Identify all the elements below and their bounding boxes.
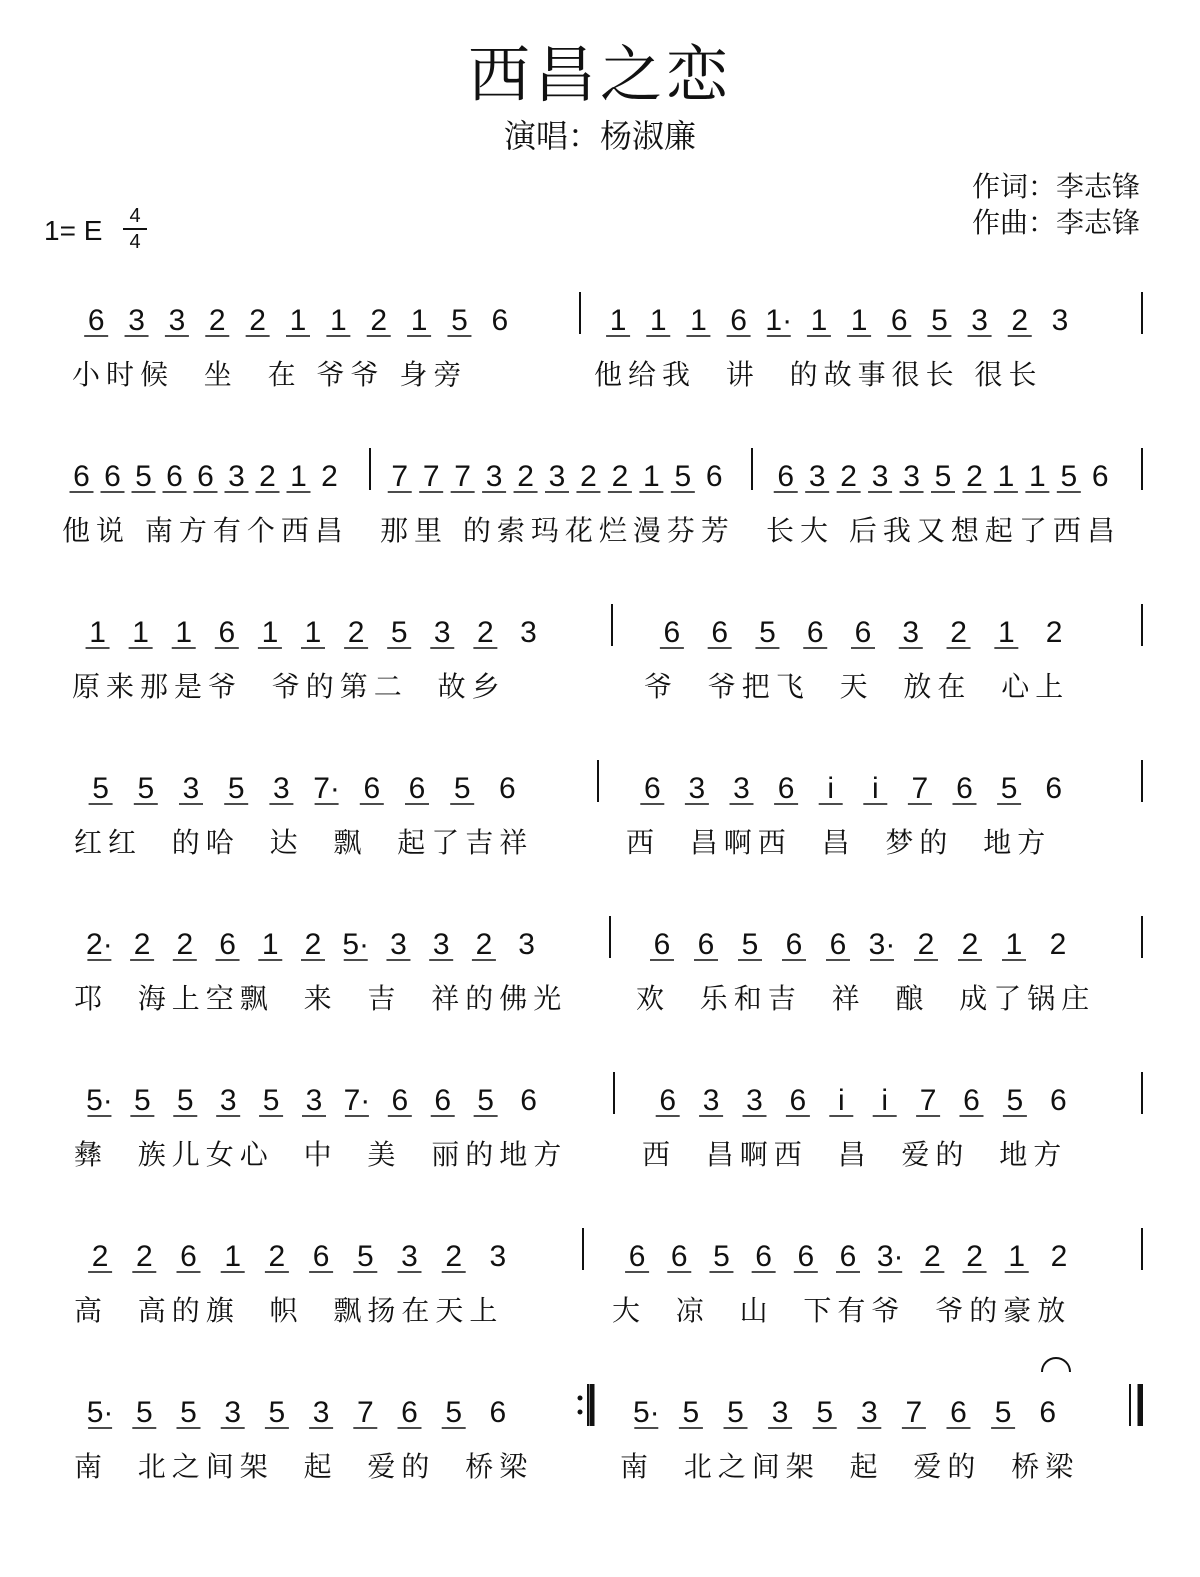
note: 1 [289, 304, 307, 337]
note: 5 [713, 1240, 730, 1273]
note: 2 [966, 1240, 983, 1273]
note: 6 [73, 460, 90, 493]
note: 1 [89, 616, 106, 649]
note: 5 [92, 772, 109, 805]
note: 6 [391, 1084, 409, 1117]
note: 6 [218, 616, 236, 649]
note: 7 [391, 460, 409, 493]
repeat-sign [578, 1384, 593, 1426]
note: 3 [390, 928, 407, 961]
note: 3 [312, 1396, 330, 1429]
note: 6 [499, 772, 516, 805]
time-signature-bottom: 4 [129, 231, 141, 253]
note: 1 [224, 1240, 242, 1273]
note: 6 [777, 460, 795, 493]
note: 5 [453, 772, 471, 805]
note: 6 [854, 616, 872, 649]
note: 3· [868, 928, 896, 961]
note: 3 [182, 772, 200, 805]
note: 3 [219, 1084, 237, 1117]
note: 6 [777, 772, 795, 805]
note: 6 [197, 460, 214, 493]
note: 6 [670, 1240, 688, 1273]
note: 1 [810, 304, 828, 337]
note: 6 [730, 304, 747, 337]
note: 3 [401, 1240, 418, 1273]
note: 6 [806, 616, 824, 649]
note: 7· [313, 772, 340, 805]
note: 5 [674, 460, 692, 493]
note: 2 [961, 928, 979, 961]
note: 6 [755, 1240, 772, 1273]
note: 3 [224, 1396, 242, 1429]
note: 1 [304, 616, 322, 649]
note: 1 [997, 460, 1015, 493]
note: 5 [1006, 1084, 1024, 1117]
note: 5 [994, 1396, 1012, 1429]
note: 2 [249, 304, 266, 337]
note: 3 [520, 616, 537, 649]
lyric-line: 小时候 坐 在 爷爷 身旁 [72, 358, 468, 391]
note: 3· [876, 1240, 904, 1273]
note: 5 [1000, 772, 1018, 805]
note: 3 [518, 928, 535, 961]
note: 5 [931, 304, 948, 337]
note: 5 [816, 1396, 834, 1429]
note: 5 [1060, 460, 1078, 493]
note: i [871, 772, 879, 805]
note: 6 [312, 1240, 330, 1273]
note: 7 [454, 460, 471, 493]
note: 6 [104, 460, 121, 493]
note: 2 [840, 460, 857, 493]
note: 3 [860, 1396, 878, 1429]
lyric-line: 高 高的旗 帜 飘扬在天上 [74, 1294, 504, 1327]
note: 3 [702, 1084, 720, 1117]
note: 1 [997, 616, 1015, 649]
note: 2 [475, 928, 493, 961]
note: 2 [176, 928, 194, 961]
note: 2 [917, 928, 935, 961]
note: 6 [1045, 772, 1063, 805]
note: 1 [1029, 460, 1046, 493]
note: 2 [304, 928, 322, 961]
note: i [827, 772, 835, 805]
note: 3 [273, 772, 290, 805]
note: 5 [137, 772, 155, 805]
note: 6 [659, 1084, 677, 1117]
note: 1 [1008, 1240, 1026, 1273]
note: 2 [1049, 928, 1067, 961]
note: 7 [919, 1084, 937, 1117]
lyric-line: 红红 的哈 达 飘 起了吉祥 [74, 826, 534, 859]
lyric-line: 西 昌啊西 昌 梦的 地方 [626, 826, 1052, 859]
note: 2 [91, 1240, 109, 1273]
lyric-line: 原来那是爷 爷的第二 故乡 [72, 670, 506, 703]
note: 1 [410, 304, 428, 337]
note: 7 [422, 460, 440, 493]
note: 5 [682, 1396, 700, 1429]
note: 6 [956, 772, 973, 805]
note: 6 [890, 304, 908, 337]
note: 5 [741, 928, 759, 961]
note: 5 [934, 460, 952, 493]
note: 2· [86, 928, 113, 961]
note: 6 [697, 928, 715, 961]
note: 5 [176, 1084, 194, 1117]
composer-credit: 作曲：李志锋 [971, 206, 1140, 239]
note: 3 [433, 616, 451, 649]
note: 5 [134, 1084, 151, 1117]
lyric-line: 他给我 讲 的故事很长 很长 [594, 358, 1043, 391]
note: 6 [180, 1240, 197, 1273]
lyric-line: 大 凉 山 下有爷 爷的豪放 [612, 1294, 1072, 1327]
note: 6 [789, 1084, 807, 1117]
note: 1 [1005, 928, 1023, 961]
note: 6 [829, 928, 847, 961]
note: 3 [168, 304, 186, 337]
note: 2 [370, 304, 388, 337]
note: 6 [797, 1240, 815, 1273]
note: 5· [86, 1084, 113, 1117]
note: 6 [785, 928, 803, 961]
note: 1 [261, 616, 279, 649]
note: 7 [905, 1396, 923, 1429]
note: 7 [356, 1396, 374, 1429]
note: 2 [321, 460, 338, 493]
note: 1 [175, 616, 193, 649]
note: 3 [305, 1084, 323, 1117]
note: 3 [771, 1396, 789, 1429]
note: 5 [445, 1396, 463, 1429]
note: 7· [343, 1084, 371, 1117]
lyric-line: 爷 爷把飞 天 放在 心上 [644, 670, 1070, 703]
note: 2 [966, 460, 983, 493]
note: 2 [135, 1240, 153, 1273]
fermata-icon [1042, 1358, 1070, 1372]
note: 1 [330, 304, 347, 337]
note: 6 [434, 1084, 452, 1117]
note: 3 [971, 304, 988, 337]
lyric-line: 他说 南方有个西昌 [62, 514, 349, 547]
note: 6 [653, 928, 671, 961]
note: 2 [268, 1240, 286, 1273]
note: 3 [746, 1084, 763, 1117]
note: 5· [86, 1396, 114, 1429]
note: 1 [261, 928, 279, 961]
lyric-line: 彝 族儿女心 中 美 丽的地方 [74, 1138, 568, 1171]
note: 3 [902, 616, 920, 649]
note: 3 [688, 772, 706, 805]
note: 6 [950, 1396, 967, 1429]
lyric-line: 那里 的索玛花烂漫芬芳 [380, 514, 735, 547]
note: 1 [290, 460, 307, 493]
note: 1 [643, 460, 660, 493]
note: 3 [228, 460, 245, 493]
note: 5· [342, 928, 370, 961]
note: i [881, 1084, 889, 1117]
note: 5 [477, 1084, 494, 1117]
note: 6 [1039, 1396, 1057, 1429]
note: 6 [219, 928, 236, 961]
note: i [837, 1084, 845, 1117]
note: 3 [733, 772, 750, 805]
note: 2 [208, 304, 226, 337]
note: 6 [1049, 1084, 1067, 1117]
lyric-line: 邛 海上空飘 来 吉 祥的佛光 [74, 982, 568, 1015]
note: 3 [871, 460, 889, 493]
note: 2 [517, 460, 534, 493]
note: 2 [950, 616, 967, 649]
note: 6 [705, 460, 723, 493]
note: 2 [477, 616, 494, 649]
note: 2 [924, 1240, 941, 1273]
note: 2 [259, 460, 276, 493]
note: 3 [128, 304, 145, 337]
lyric-line: 欢 乐和吉 祥 酿 成了锅庄 [636, 982, 1096, 1015]
note: 3 [903, 460, 920, 493]
note: 3 [1051, 304, 1069, 337]
time-signature-top: 4 [129, 205, 141, 227]
note: 2 [1050, 1240, 1068, 1273]
note: 2 [347, 616, 365, 649]
final-barline [1130, 1384, 1140, 1426]
note: 6 [663, 616, 681, 649]
note: 1· [765, 304, 793, 337]
note: 6 [408, 772, 426, 805]
lyricist-credit: 作词：李志锋 [971, 170, 1140, 203]
note: 3 [548, 460, 566, 493]
performer-credit: 演唱：杨淑廉 [503, 117, 696, 155]
note: 6 [166, 460, 183, 493]
lyric-line: 南 北之间架 起 爱的 桥梁 [620, 1450, 1080, 1483]
note: 5 [451, 304, 468, 337]
note: 6 [489, 1396, 507, 1429]
note: 1 [609, 304, 627, 337]
lyric-line: 长大 后我又想起了西昌 [766, 514, 1121, 547]
note: 5 [135, 460, 152, 493]
note: 3 [432, 928, 450, 961]
note: 6 [711, 616, 729, 649]
note: 6 [363, 772, 381, 805]
note: 6 [520, 1084, 537, 1117]
note: 1 [132, 616, 149, 649]
note: 5 [268, 1396, 286, 1429]
note: 2 [1011, 304, 1029, 337]
note: 2 [1045, 616, 1063, 649]
song-title: 西昌之恋 [467, 38, 732, 111]
lyric-line: 西 昌啊西 昌 爱的 地方 [642, 1138, 1068, 1171]
note: 5 [262, 1084, 280, 1117]
note: 6 [1091, 460, 1109, 493]
note: 1 [649, 304, 667, 337]
note: 6 [87, 304, 105, 337]
note: 2 [445, 1240, 463, 1273]
note: 6 [643, 772, 661, 805]
note: 2 [611, 460, 629, 493]
key-signature: 1= E [44, 215, 103, 246]
note: 3 [489, 1240, 507, 1273]
note: 1 [850, 304, 868, 337]
note: 5 [356, 1240, 374, 1273]
lyric-line: 南 北之间架 起 爱的 桥梁 [74, 1450, 534, 1483]
note: 6 [839, 1240, 857, 1273]
note: 3 [808, 460, 826, 493]
note: 5 [227, 772, 245, 805]
note: 6 [401, 1396, 418, 1429]
note: 5 [727, 1396, 744, 1429]
note: 5 [390, 616, 408, 649]
note: 3 [485, 460, 503, 493]
note: 2 [133, 928, 151, 961]
note: 5 [759, 616, 776, 649]
note: 5 [135, 1396, 153, 1429]
note: 6 [491, 304, 509, 337]
note: 7 [911, 772, 929, 805]
note: 5· [632, 1396, 660, 1429]
note: 1 [690, 304, 707, 337]
note: 2 [580, 460, 597, 493]
note: 6 [963, 1084, 980, 1117]
note: 5 [180, 1396, 197, 1429]
note: 6 [628, 1240, 646, 1273]
